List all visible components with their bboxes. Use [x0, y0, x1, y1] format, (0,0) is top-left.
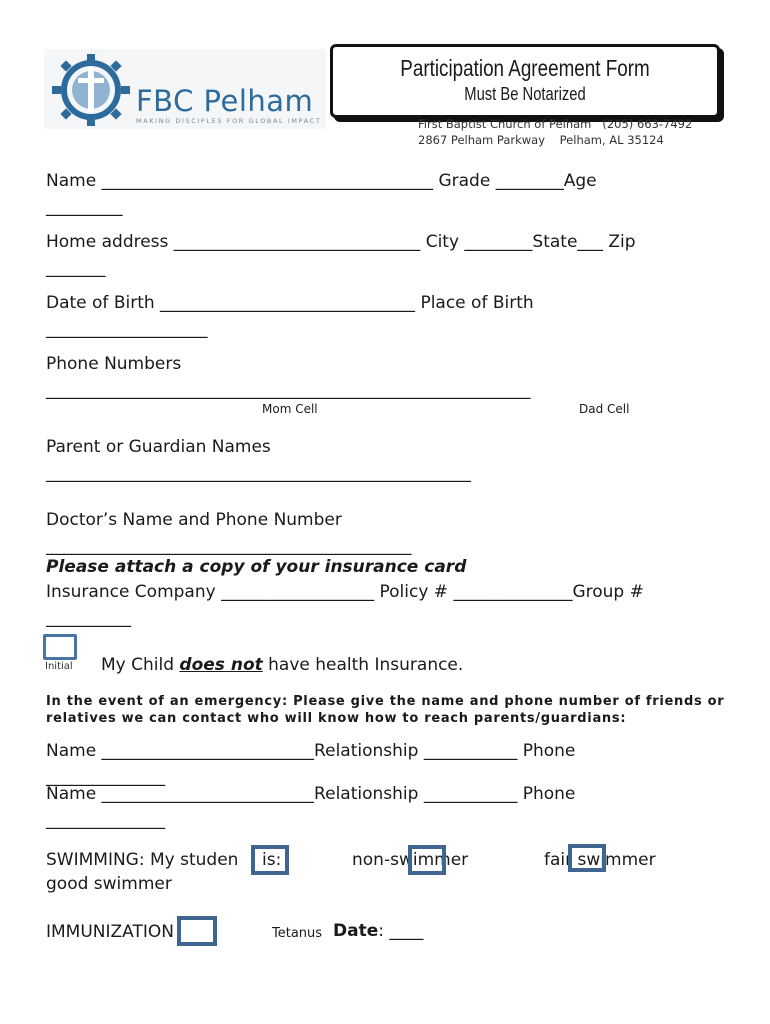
logo-tagline: MAKING DISCIPLES FOR GLOBAL IMPACT — [136, 117, 322, 125]
home-address-field[interactable]: Home address _____________________________ City ________State___ Zip — [46, 232, 636, 252]
emergency-contact-2-blank[interactable]: ______________ — [46, 810, 165, 830]
group-blank[interactable]: __________ — [46, 608, 131, 628]
age-blank[interactable]: _________ — [46, 197, 123, 217]
doctor-blank[interactable]: ___________________________________________ — [46, 536, 412, 556]
initial-label: Initial — [45, 661, 73, 672]
logo-name: FBC Pelham — [136, 84, 314, 118]
form-subtitle: Must Be Notarized — [464, 84, 586, 104]
emergency-instructions-2: relatives we can contact who will know how to reach parents/guardians: — [46, 711, 627, 726]
swimming-is-text: is: — [262, 850, 282, 870]
student-swim-checkbox[interactable] — [251, 845, 289, 875]
form-title: Participation Agreement Form — [400, 55, 650, 81]
emergency-contact-1-blank[interactable]: ______________ — [46, 767, 165, 787]
church-name: First Baptist Church of Pelham (205) 663-7492 — [418, 117, 693, 131]
insurance-company-field[interactable]: Insurance Company __________________ Policy # ______________Group # — [46, 582, 644, 602]
immunization-label: IMMUNIZATION — [46, 922, 174, 942]
dad-cell-label: Dad Cell — [579, 402, 630, 416]
non-swimmer-checkbox[interactable] — [408, 845, 446, 875]
guardian-label: Parent or Guardian Names — [46, 437, 271, 457]
fair-swimmer-checkbox[interactable] — [568, 844, 606, 872]
tetanus-date-field[interactable]: Date: ____ — [333, 921, 424, 941]
tetanus-label: Tetanus — [272, 926, 323, 941]
fair-swimmer-option: fair swimmer — [544, 850, 656, 870]
no-insurance-statement: My Child does not have health Insurance. — [101, 655, 464, 675]
pob-blank[interactable]: ___________________ — [46, 319, 208, 339]
church-phone: (205) 663-7492 — [602, 117, 693, 131]
swimming-label: SWIMMING: My studen — [46, 850, 239, 870]
does-not-emphasis: does not — [179, 655, 263, 675]
name-grade-age-field[interactable]: Name _______________________________________ Grade ________Age — [46, 171, 597, 191]
emergency-contact-1[interactable]: Name _________________________Relationship ___________ Phone — [46, 741, 576, 761]
guardian-blank[interactable]: __________________________________________________ — [46, 463, 471, 483]
emergency-contact-2[interactable]: Name _________________________Relationship ___________ Phone — [46, 784, 576, 804]
good-swimmer-option: good swimmer — [46, 874, 172, 894]
zip-blank[interactable]: _______ — [46, 258, 106, 278]
non-swimmer-option: non-swimmer — [352, 850, 469, 870]
dob-pob-field[interactable]: Date of Birth ______________________________ Place of Birth — [46, 293, 534, 313]
insurance-note: Please attach a copy of your insurance card — [46, 557, 467, 577]
doctor-label: Doctor’s Name and Phone Number — [46, 510, 342, 530]
emergency-instructions-1: In the event of an emergency: Please give the name and phone number of friends or — [46, 694, 725, 709]
church-address: 2867 Pelham Parkway Pelham, AL 35124 — [418, 133, 664, 147]
mom-cell-label: Mom Cell — [262, 402, 318, 416]
phone-numbers-label: Phone Numbers — [46, 354, 182, 374]
initial-checkbox[interactable] — [43, 634, 77, 660]
phone-blank[interactable]: _________________________________________________________ — [46, 380, 531, 400]
church-city: Pelham, AL 35124 — [559, 133, 664, 147]
gear-globe-icon — [48, 52, 134, 128]
immunization-checkbox[interactable] — [177, 916, 217, 946]
